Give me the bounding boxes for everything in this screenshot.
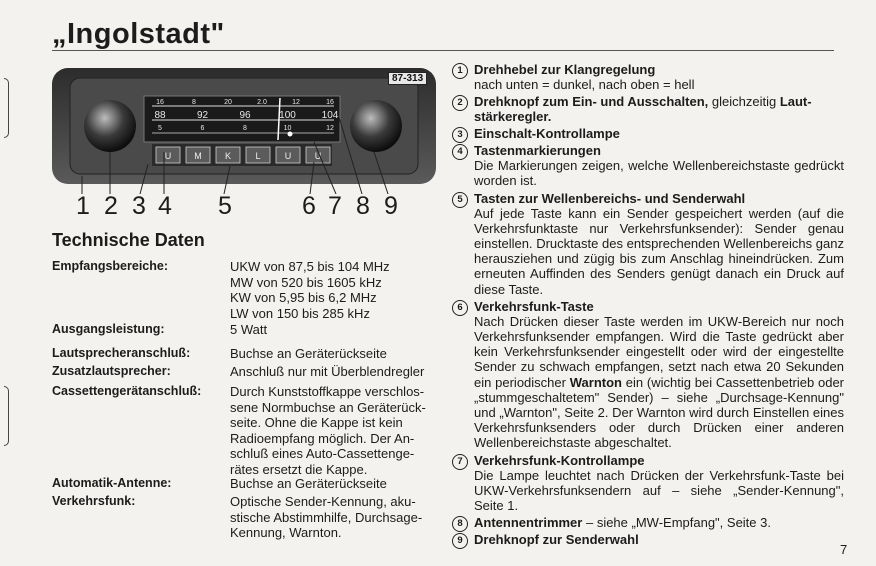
spec-value-line: stische Abstimmhilfe, Durchsage- bbox=[230, 509, 423, 525]
callout-4: 4 bbox=[158, 192, 172, 220]
preset-key-label: U bbox=[164, 151, 172, 161]
component-legend bbox=[452, 62, 844, 549]
legend-title: Verkehrsfunk-Taste bbox=[474, 298, 594, 314]
spec-value-line: schluß eines Auto-Cassettenge- bbox=[230, 446, 415, 461]
preset-key-label: L bbox=[255, 151, 261, 161]
spec-value-line: seite. Ohne die Kappe ist kein bbox=[230, 415, 403, 430]
legend-body: Die Markierungen zeigen, welche Wellenbereichstaste gedrückt worden ist. bbox=[474, 158, 844, 189]
legend-item-4 bbox=[452, 143, 844, 188]
volume-knob bbox=[84, 100, 136, 152]
spec-value-line: KW von 5,95 bis 6,2 MHz bbox=[230, 290, 377, 305]
page-title: „Ingolstadt" bbox=[52, 18, 225, 50]
scale-label: 8 bbox=[192, 99, 196, 106]
legend-number: 1 bbox=[452, 63, 468, 79]
scale-label: 16 bbox=[326, 99, 334, 106]
legend-number: 2 bbox=[452, 95, 468, 111]
preset-key-label: M bbox=[194, 151, 202, 161]
legend-number: 4 bbox=[452, 144, 468, 160]
scale-label: 96 bbox=[239, 110, 251, 121]
legend-item-1 bbox=[452, 62, 844, 92]
scale-label: 12 bbox=[292, 99, 300, 106]
spec-value-line: UKW von 87,5 bis 104 MHz bbox=[230, 259, 390, 274]
binder-mark-bottom bbox=[4, 386, 9, 446]
scale-label: 10 bbox=[283, 125, 292, 132]
legend-title: Verkehrsfunk-Kontrollampe bbox=[474, 452, 645, 468]
legend-item-2 bbox=[452, 94, 844, 124]
spec-value-line: rätes ersetzt die Kappe. bbox=[230, 461, 368, 477]
legend-body: Auf jede Taste kann ein Sender gespeichert werden (auf die Verkehrsfunktaste nur Verkehrsfunksender): Sender genau einstellen. Drucktaste des entsprechenden Wellenbereichs ganz herausziehen und zügig bis zum Anschlag hineindrücken. Zum erneuten Auffinden des Senders genügt danach ein Druck auf diese Taste. bbox=[474, 205, 844, 297]
radio-illustration bbox=[52, 66, 438, 184]
preset-key-label: U bbox=[314, 151, 322, 161]
tuning-knob bbox=[350, 100, 402, 152]
legend-title: Tastenmarkierungen bbox=[474, 143, 601, 159]
spec-value bbox=[230, 494, 440, 541]
callout-1: 1 bbox=[76, 192, 90, 220]
scale-label: 88 bbox=[154, 110, 166, 121]
radio-drawing bbox=[52, 66, 438, 194]
legend-body: nach unten = dunkel, nach oben = hell bbox=[474, 77, 695, 92]
callout-numbers bbox=[74, 192, 414, 226]
legend-item-3 bbox=[452, 126, 844, 141]
legend-number: 3 bbox=[452, 127, 468, 143]
callout-3: 3 bbox=[132, 192, 146, 220]
legend-item-6 bbox=[452, 299, 844, 451]
spec-value bbox=[230, 364, 440, 380]
legend-item-8 bbox=[452, 515, 844, 530]
spec-value-line: Durch Kunststoffkappe verschlos- bbox=[230, 384, 425, 399]
spec-value-line: Anschluß nur mit Überblendregler bbox=[230, 364, 425, 379]
spec-value bbox=[230, 476, 440, 492]
spec-value-line: sene Normbuchse an Geräterück- bbox=[230, 399, 426, 415]
legend-item-7 bbox=[452, 453, 844, 514]
spec-value-line: Radioempfang möglich. Der An- bbox=[230, 430, 415, 446]
scale-label: 100 bbox=[279, 110, 296, 121]
callout-6: 6 bbox=[302, 192, 316, 220]
scale-label: 20 bbox=[224, 99, 232, 106]
legend-number: 9 bbox=[452, 533, 468, 549]
scale-label: 12 bbox=[326, 125, 334, 132]
scale-label: 8 bbox=[243, 125, 247, 132]
spec-value bbox=[230, 384, 440, 477]
spec-label: Ausgangsleistung: bbox=[52, 322, 165, 336]
spec-label: Lautsprecheranschluß: bbox=[52, 346, 191, 360]
callout-5: 5 bbox=[218, 192, 232, 220]
spec-label: Zusatzlautsprecher: bbox=[52, 364, 171, 378]
legend-title: Drehhebel zur Klangregelung bbox=[474, 62, 656, 77]
scale-label: 92 bbox=[196, 110, 209, 121]
legend-title: Drehknopf zum Ein- und Ausschalten, gleichzeitig Laut-stärkeregler. bbox=[474, 94, 812, 125]
spec-value bbox=[230, 322, 440, 338]
scale-label: 104 bbox=[321, 110, 339, 121]
scale-label: 5 bbox=[158, 125, 162, 132]
page-number: 7 bbox=[840, 542, 848, 557]
spec-label: Verkehrsfunk: bbox=[52, 494, 136, 508]
tech-data-heading: Technische Daten bbox=[52, 230, 205, 250]
spec-label: Automatik-Antenne: bbox=[52, 476, 172, 490]
legend-number: 6 bbox=[452, 300, 468, 316]
title-rule bbox=[52, 50, 834, 51]
callout-2: 2 bbox=[104, 192, 118, 220]
callout-9: 9 bbox=[384, 192, 398, 220]
preset-key-label: K bbox=[224, 151, 232, 161]
spec-value-line: 5 Watt bbox=[230, 322, 268, 337]
preset-key-label: U bbox=[284, 151, 292, 161]
binder-mark-top bbox=[4, 78, 9, 138]
legend-title: Einschalt-Kontrollampe bbox=[474, 126, 620, 142]
scale-label: 16 bbox=[156, 99, 164, 106]
legend-body: Nach Drücken dieser Taste werden im UKW-Bereich nur noch Verkehrsfunksender empfangen. Wird die Taste gedrückt aber kein Verkehrsfunksender eingestellt oder wird der eingestellte Sender zu schwach empfangen, setzt nach etwa 20 Sekunden ein periodischer Warnton ein (wichtig bei Cassettenbetrieb oder „stummgeschaltetem" Sender) – siehe „Durchsage-Kennung" und „Warnton", Seite 2. Der Warnton wird durch Einstellen eines Verkehrsfunksenders oder durch Drücken einer anderen Wellenbereichstaste abgeschaltet. bbox=[474, 313, 844, 451]
spec-value-line: Buchse an Geräterückseite bbox=[230, 346, 387, 361]
spec-value-line: Buchse an Geräterückseite bbox=[230, 476, 387, 491]
legend-title: Antennentrimmer – siehe „MW-Empfang", Seite 3. bbox=[474, 515, 771, 531]
legend-item-9 bbox=[452, 532, 844, 547]
spec-value-line: MW von 520 bis 1605 kHz bbox=[230, 274, 382, 290]
spec-value-line: Optische Sender-Kennung, aku- bbox=[230, 494, 416, 509]
callout-8: 8 bbox=[356, 192, 370, 220]
spec-label: Cassettengerätanschluß: bbox=[52, 384, 202, 398]
scale-label: 6 bbox=[200, 125, 205, 132]
spec-value-line: LW von 150 bis 285 kHz bbox=[230, 305, 370, 321]
legend-body: Die Lampe leuchtet nach Drücken der Verkehrsfunk-Taste bei UKW-Verkehrsfunksendern auf – siehe „Sender-Kennung", Seite 1. bbox=[474, 467, 844, 514]
spec-value bbox=[230, 346, 440, 362]
spec-label: Empfangsbereiche: bbox=[52, 259, 169, 273]
spec-value-line: Kennung, Warnton. bbox=[230, 525, 342, 540]
legend-number: 5 bbox=[452, 192, 468, 208]
legend-item-5 bbox=[452, 191, 844, 297]
legend-title: Drehknopf zur Senderwahl bbox=[474, 532, 639, 548]
legend-number: 8 bbox=[452, 516, 468, 532]
legend-number: 7 bbox=[452, 454, 468, 470]
scale-label: 2.0 bbox=[257, 99, 267, 106]
kontroll-lamp bbox=[288, 132, 293, 137]
spec-value bbox=[230, 259, 440, 321]
model-code-label: 87-313 bbox=[388, 72, 427, 85]
legend-title: Tasten zur Wellenbereichs- und Senderwahl bbox=[474, 190, 746, 206]
callout-7: 7 bbox=[328, 192, 342, 220]
